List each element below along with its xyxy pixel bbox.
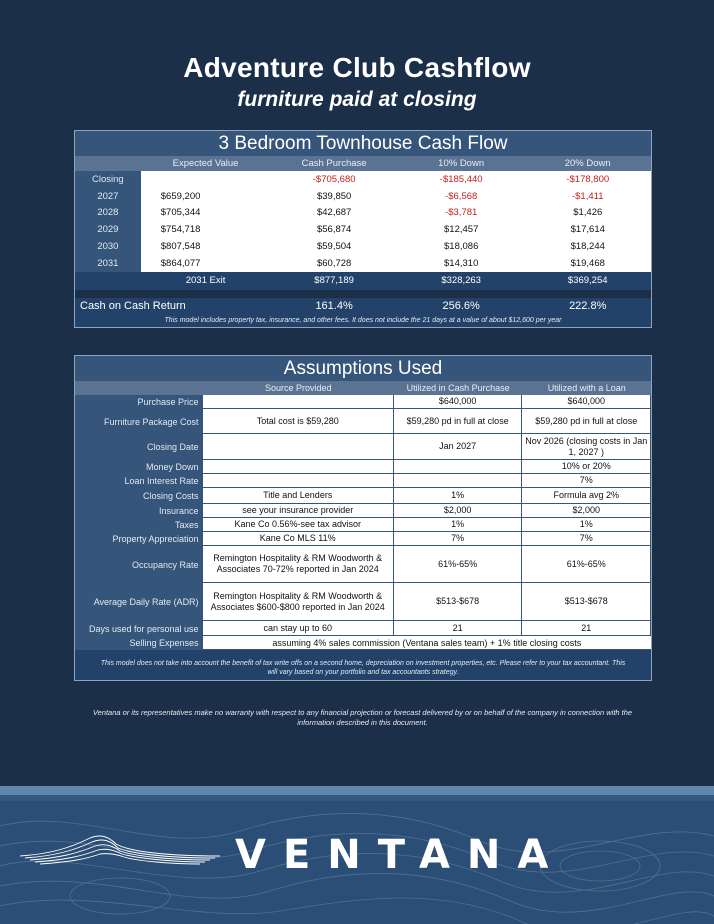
row-label: Closing [75, 171, 141, 188]
table-cell: $807,548 [141, 238, 271, 255]
row-label: Days used for personal use [89, 623, 199, 634]
table-cell [394, 460, 523, 474]
assumptions-heading: Assumptions Used [283, 358, 443, 379]
column-header: Utilized with a Loan [547, 383, 626, 393]
table-cell: Jan 2027 [394, 434, 523, 460]
table-cell [141, 171, 271, 188]
row-label: Closing Costs [143, 491, 199, 501]
table-cell [203, 474, 394, 488]
column-header: Source Provided [264, 383, 332, 393]
table-cell: Formula avg 2% [522, 488, 651, 504]
cashflow-table [74, 130, 652, 328]
row-label: Loan Interest Rate [124, 476, 199, 486]
table-cell: 61%-65% [394, 546, 523, 583]
table-cell [203, 434, 394, 460]
table-row [75, 205, 651, 222]
row-label: Closing Date [147, 442, 199, 452]
table-cell: -$178,800 [524, 171, 651, 188]
table-cell [203, 395, 394, 409]
table-cell: 7% [522, 474, 651, 488]
table-cell: 1% [394, 518, 523, 532]
table-row [75, 583, 651, 621]
table-cell: $705,344 [141, 205, 271, 222]
cash-on-cash-row [75, 298, 651, 315]
row-label: 2029 [75, 221, 141, 238]
table-cell: $513-$678 [394, 583, 523, 621]
table-row [75, 621, 651, 636]
table-row [75, 238, 651, 255]
disclaimer: Ventana or its representatives make no warranty with respect to any financial projection or forecast delivered by or on behalf of the company in connection with the information described in this document. [92, 708, 633, 727]
table-cell: $19,468 [524, 255, 651, 272]
assumptions-rows [75, 395, 651, 636]
table-cell: $12,457 [398, 221, 525, 238]
table-cell: $640,000 [522, 395, 651, 409]
selling-expenses-value: assuming 4% sales commission (Ventana sales team) + 1% title closing costs [203, 636, 651, 650]
cashflow-rows [75, 171, 651, 272]
table-cell: see your insurance provider [203, 504, 394, 518]
table-row [75, 504, 651, 518]
table-cell: $17,614 [524, 221, 651, 238]
table-cell: 21 [394, 621, 523, 636]
table-cell: Remington Hospitality & RM Woodworth & Associates $600-$800 reported in Jan 2024 [203, 583, 394, 621]
column-header: Cash Purchase [301, 158, 367, 169]
table-cell: 1% [522, 518, 651, 532]
table-cell: $59,280 pd in full at close [394, 409, 523, 434]
table-row [75, 395, 651, 409]
page-subtitle: furniture paid at closing [237, 88, 477, 111]
row-label: Property Appreciation [112, 534, 199, 544]
mountain-logo-icon [20, 826, 220, 876]
column-header: Expected Value [172, 158, 239, 169]
table-cell: $18,086 [398, 238, 525, 255]
table-cell: $864,077 [141, 255, 271, 272]
table-cell: Title and Lenders [203, 488, 394, 504]
table-cell: -$185,440 [398, 171, 525, 188]
table-cell [394, 474, 523, 488]
exit-20-down: $369,254 [567, 275, 608, 287]
coc-label: Cash on Cash Return [80, 300, 186, 313]
row-label: Selling Expenses [129, 638, 199, 648]
row-label: Occupancy Rate [132, 559, 199, 570]
assumptions-column-headers [75, 381, 651, 395]
table-cell: -$6,568 [398, 188, 525, 205]
table-cell: $39,850 [270, 188, 398, 205]
table-cell: $59,504 [270, 238, 398, 255]
exit-row [75, 272, 651, 290]
table-cell: Remington Hospitality & RM Woodworth & Associates 70-72% reported in Jan 2024 [203, 546, 394, 583]
page-title: Adventure Club Cashflow [183, 52, 531, 83]
row-label: Average Daily Rate (ADR) [93, 597, 199, 607]
table-row [75, 518, 651, 532]
table-row [75, 532, 651, 546]
coc-20-down: 222.8% [569, 300, 607, 313]
table-cell: 1% [394, 488, 523, 504]
column-header: Utilized in Cash Purchase [406, 383, 510, 393]
table-cell: Total cost is $59,280 [203, 409, 394, 434]
exit-cash: $877,189 [314, 275, 354, 287]
row-label: 2030 [75, 238, 141, 255]
coc-10-down: 256.6% [442, 300, 480, 313]
row-label: Insurance [159, 506, 199, 516]
table-cell: 10% or 20% [522, 460, 651, 474]
table-row [75, 171, 651, 188]
row-label: 2028 [75, 205, 141, 222]
table-cell: $42,687 [270, 205, 398, 222]
table-cell: $2,000 [394, 504, 523, 518]
cashflow-note: This model includes property tax, insurance, and other fees. It does not include the 21 days at a value of about $12,600 per year [75, 315, 651, 327]
table-cell: can stay up to 60 [203, 621, 394, 636]
table-cell: $60,728 [270, 255, 398, 272]
table-cell: -$705,680 [270, 171, 398, 188]
row-label: Purchase Price [137, 397, 199, 407]
table-cell: $2,000 [522, 504, 651, 518]
cashflow-column-headers [75, 156, 651, 171]
table-cell: Nov 2026 (closing costs in Jan 1, 2027 ) [522, 434, 651, 460]
assumptions-note: This model does not take into account the benefit of tax write offs on a second home, depreciation on investment properties, etc. Please refer to your tax accountant. This will vary based on your portfolio and tax accountants strategy. [75, 650, 651, 680]
table-cell: Kane Co MLS 11% [203, 532, 394, 546]
table-row [75, 434, 651, 460]
table-row [75, 188, 651, 205]
table-cell: 61%-65% [522, 546, 651, 583]
table-row [75, 546, 651, 583]
table-cell [203, 460, 394, 474]
table-row [75, 221, 651, 238]
table-row [75, 409, 651, 434]
selling-expenses-row [75, 636, 651, 650]
header [0, 52, 714, 112]
column-header: 10% Down [438, 158, 485, 169]
table-cell: 7% [394, 532, 523, 546]
table-row [75, 255, 651, 272]
exit-label: 2031 Exit [185, 275, 226, 287]
table-cell: $1,426 [524, 205, 651, 222]
row-label: Furniture Package Cost [104, 416, 199, 427]
table-cell: $59,280 pd in full at close [522, 409, 651, 434]
table-cell: Kane Co 0.56%-see tax advisor [203, 518, 394, 532]
table-row [75, 460, 651, 474]
assumptions-table [74, 355, 652, 681]
table-cell: $640,000 [394, 395, 523, 409]
column-header: 20% Down [564, 158, 611, 169]
table-cell: $754,718 [141, 221, 271, 238]
table-cell: $513-$678 [522, 583, 651, 621]
table-row [75, 474, 651, 488]
table-cell: 21 [522, 621, 651, 636]
divider [75, 290, 651, 298]
table-cell: -$1,411 [524, 188, 651, 205]
row-label: 2031 [75, 255, 141, 272]
table-cell: $14,310 [398, 255, 525, 272]
row-label: Money Down [146, 462, 199, 472]
table-row [75, 488, 651, 504]
cashflow-heading: 3 Bedroom Townhouse Cash Flow [218, 133, 508, 154]
table-cell: $18,244 [524, 238, 651, 255]
table-cell: -$3,781 [398, 205, 525, 222]
table-cell: $659,200 [141, 188, 271, 205]
exit-10-down: $328,263 [441, 275, 481, 287]
row-label: Taxes [175, 520, 199, 530]
table-cell: $56,874 [270, 221, 398, 238]
table-cell: 7% [522, 532, 651, 546]
row-label: 2027 [75, 188, 141, 205]
brand-wordmark: VENTANA [235, 832, 566, 878]
coc-cash: 161.4% [315, 300, 353, 313]
